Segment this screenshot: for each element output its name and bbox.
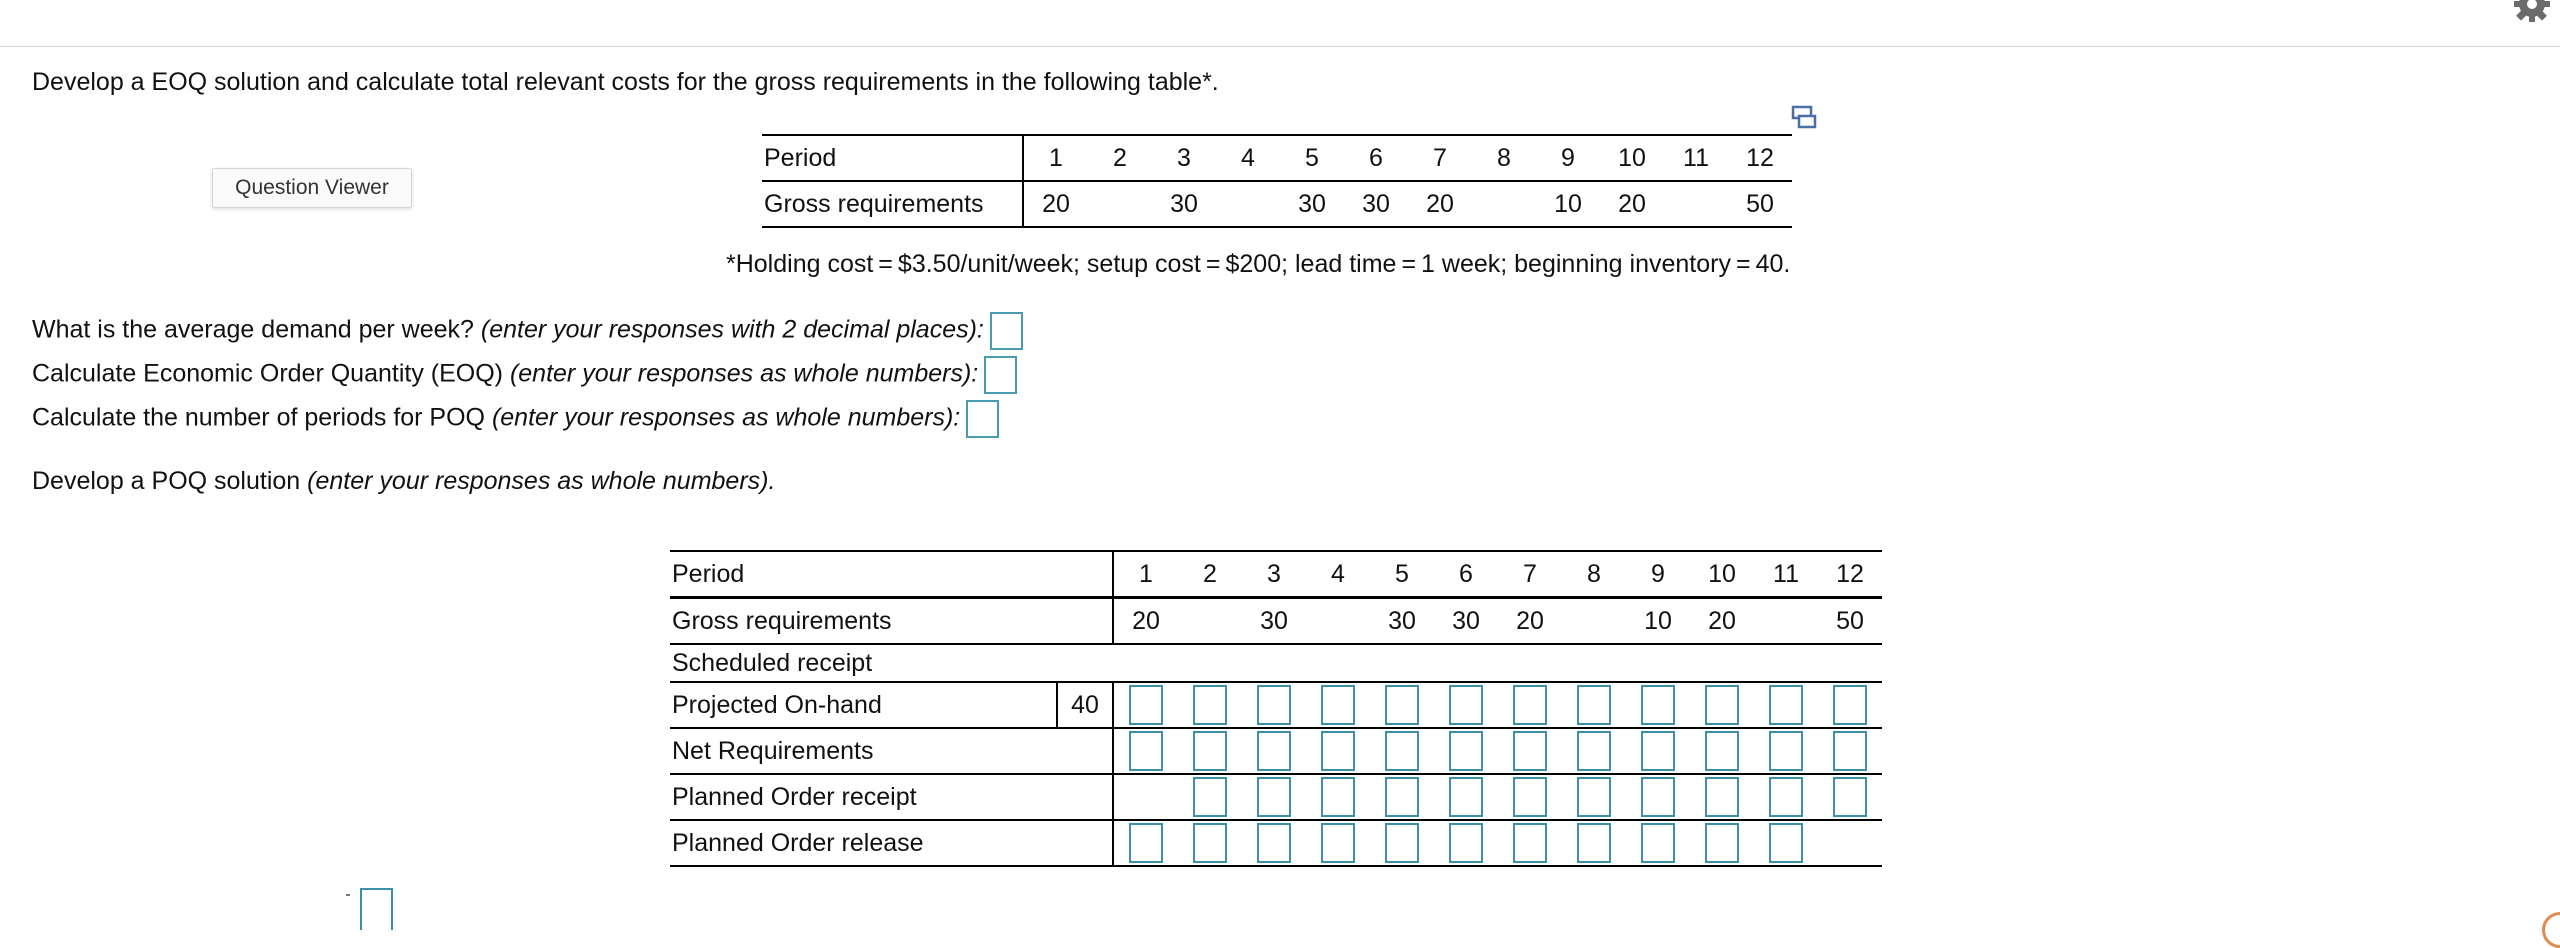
period-header: 10 [1600,135,1664,181]
initial-on-hand-value: 40 [1057,682,1113,728]
gross-requirements-label: Gross requirements [762,181,1023,227]
help-badge[interactable] [2542,912,2560,948]
projected-on-hand-input[interactable] [1513,685,1547,725]
table-row [670,598,1882,645]
poq-table [670,550,1882,867]
table-row [670,644,1882,682]
planned-order-receipt-input[interactable] [1577,777,1611,817]
period-header: 3 [1242,551,1306,598]
poq-intro-hint: (enter your responses as whole numbers). [307,467,776,495]
period-header: 6 [1434,551,1498,598]
planned-order-receipt-input[interactable] [1321,777,1355,817]
gross-value: 50 [1728,181,1792,227]
period-header: 9 [1626,551,1690,598]
projected-on-hand-input[interactable] [1833,685,1867,725]
gross-value: 30 [1152,181,1216,227]
period-header: 5 [1280,135,1344,181]
gross-requirements-label: Gross requirements [670,598,1113,645]
planned-order-receipt-label: Planned Order receipt [670,774,1113,820]
period-header: 4 [1306,551,1370,598]
table-row [762,135,1792,181]
net-requirements-input[interactable] [1385,731,1419,771]
projected-on-hand-label: Projected On-hand [670,682,1057,728]
period-header: 7 [1498,551,1562,598]
planned-order-receipt-input[interactable] [1513,777,1547,817]
net-requirements-input[interactable] [1641,731,1675,771]
period-header: 11 [1754,551,1818,598]
planned-order-receipt-input[interactable] [1833,777,1867,817]
gross-value [1216,181,1280,227]
planned-order-release-label: Planned Order release [670,820,1113,866]
planned-order-receipt-input[interactable] [1385,777,1419,817]
net-requirements-label: Net Requirements [670,728,1113,774]
planned-order-receipt-input[interactable] [1641,777,1675,817]
planned-order-release-input[interactable] [1385,823,1419,863]
period-header: 7 [1408,135,1472,181]
period-header: 12 [1728,135,1792,181]
net-requirements-input[interactable] [1577,731,1611,771]
planned-order-release-input[interactable] [1129,823,1163,863]
partial-mark [346,894,350,896]
gross-value: 20 [1600,181,1664,227]
net-requirements-input[interactable] [1833,731,1867,771]
projected-on-hand-input[interactable] [1449,685,1483,725]
table-row [670,551,1882,598]
planned-order-release-input[interactable] [1641,823,1675,863]
gross-value [1754,598,1818,645]
question-eoq [32,356,1017,394]
table-row [670,728,1882,774]
total-cost-input[interactable] [360,888,393,930]
gross-value: 10 [1626,598,1690,645]
projected-on-hand-input[interactable] [1577,685,1611,725]
poq-periods-input[interactable] [966,400,999,438]
question-hint: (enter your responses with 2 decimal places): [480,315,984,344]
period-header: 12 [1818,551,1882,598]
question-average-demand [32,312,1023,350]
table-row [670,774,1882,820]
question-text: Calculate the number of periods for POQ [32,403,492,432]
poq-intro [32,466,775,496]
table-row [762,181,1792,227]
footnote: *Holding cost = $3.50/unit/week; setup cost = $200; lead time = 1 week; beginning inventory = 40. [726,250,1791,278]
gross-value: 30 [1280,181,1344,227]
gross-value: 30 [1370,598,1434,645]
poq-intro-text: Develop a POQ solution [32,467,308,495]
net-requirements-input[interactable] [1257,731,1291,771]
projected-on-hand-input[interactable] [1705,685,1739,725]
period-header: 2 [1088,135,1152,181]
gross-requirements-table [762,134,1792,228]
empty-cell [1818,820,1882,866]
scheduled-receipt-label: Scheduled receipt [670,644,1057,682]
top-bar [0,0,2560,47]
planned-order-release-input[interactable] [1193,823,1227,863]
period-header: 2 [1178,551,1242,598]
gross-value [1562,598,1626,645]
projected-on-hand-input[interactable] [1321,685,1355,725]
planned-order-receipt-input[interactable] [1257,777,1291,817]
net-requirements-input[interactable] [1449,731,1483,771]
period-label: Period [670,551,1113,598]
planned-order-release-input[interactable] [1513,823,1547,863]
gross-value: 20 [1408,181,1472,227]
planned-order-release-input[interactable] [1321,823,1355,863]
planned-order-release-input[interactable] [1769,823,1803,863]
gross-value: 10 [1536,181,1600,227]
gross-value [1472,181,1536,227]
planned-order-receipt-input[interactable] [1705,777,1739,817]
gross-value: 20 [1113,598,1178,645]
net-requirements-input[interactable] [1769,731,1803,771]
planned-order-release-input[interactable] [1257,823,1291,863]
gross-value: 50 [1818,598,1882,645]
question-text: Calculate Economic Order Quantity (EOQ) [32,359,510,388]
intro-text: Develop a EOQ solution and calculate total relevant costs for the gross requirements in the following table*. [32,68,1219,96]
scheduled-receipt-cells [1057,644,1882,682]
projected-on-hand-input[interactable] [1385,685,1419,725]
planned-order-release-input[interactable] [1577,823,1611,863]
table-row [670,820,1882,866]
gear-icon[interactable] [2506,0,2554,30]
period-header: 10 [1690,551,1754,598]
question-poq-periods [32,400,999,438]
period-header: 6 [1344,135,1408,181]
gross-value [1178,598,1242,645]
net-requirements-input[interactable] [1321,731,1355,771]
gross-value [1088,181,1152,227]
period-label: Period [762,135,1023,181]
period-header: 1 [1113,551,1178,598]
projected-on-hand-input[interactable] [1641,685,1675,725]
projected-on-hand-input[interactable] [1769,685,1803,725]
projected-on-hand-input[interactable] [1129,685,1163,725]
net-requirements-input[interactable] [1129,731,1163,771]
table-row [670,682,1882,728]
period-header: 9 [1536,135,1600,181]
projected-on-hand-input[interactable] [1193,685,1227,725]
period-header: 8 [1472,135,1536,181]
period-header: 5 [1370,551,1434,598]
question-viewer-button[interactable]: Question Viewer [212,168,412,208]
question-text: What is the average demand per week? [32,315,481,344]
planned-order-release-input[interactable] [1705,823,1739,863]
gross-value [1306,598,1370,645]
empty-cell [1113,774,1178,820]
gross-value: 30 [1242,598,1306,645]
gross-value: 20 [1023,181,1088,227]
expand-table-icon[interactable] [1790,104,1818,130]
net-requirements-input[interactable] [1513,731,1547,771]
eoq-input[interactable] [984,356,1017,394]
gross-value: 20 [1498,598,1562,645]
gross-value [1664,181,1728,227]
question-hint: (enter your responses as whole numbers): [509,359,979,388]
gross-value: 30 [1434,598,1498,645]
net-requirements-input[interactable] [1193,731,1227,771]
period-header: 11 [1664,135,1728,181]
period-header: 4 [1216,135,1280,181]
question-hint: (enter your responses as whole numbers): [491,403,961,432]
gross-value: 30 [1344,181,1408,227]
projected-on-hand-input[interactable] [1257,685,1291,725]
period-header: 1 [1023,135,1088,181]
gross-value: 20 [1690,598,1754,645]
planned-order-receipt-input[interactable] [1449,777,1483,817]
period-header: 8 [1562,551,1626,598]
planned-order-receipt-input[interactable] [1769,777,1803,817]
planned-order-receipt-input[interactable] [1193,777,1227,817]
net-requirements-input[interactable] [1705,731,1739,771]
average-demand-input[interactable] [990,312,1023,350]
planned-order-release-input[interactable] [1449,823,1483,863]
period-header: 3 [1152,135,1216,181]
